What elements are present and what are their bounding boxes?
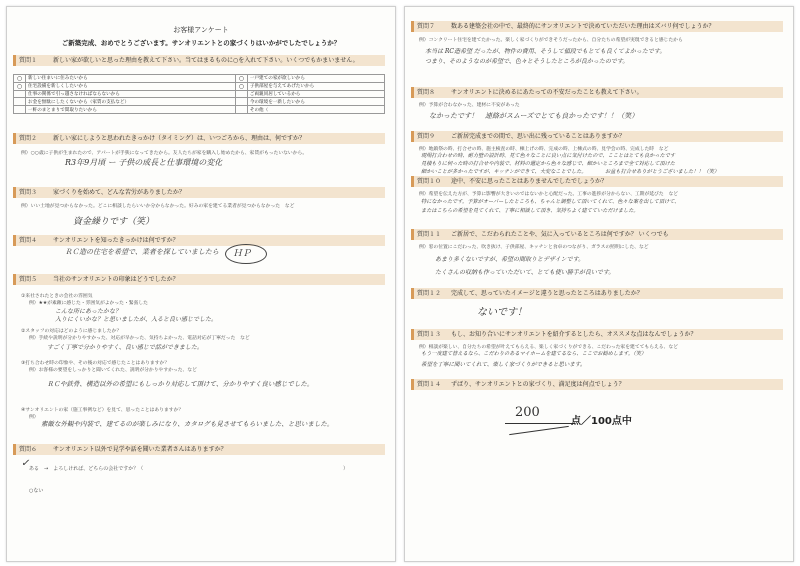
checkbox-mark[interactable] bbox=[14, 98, 26, 106]
question-1-bar bbox=[13, 55, 385, 66]
question-5-sub1-answer-1[interactable]: こんな所にあったかな？ bbox=[55, 308, 121, 315]
score-underline bbox=[505, 423, 575, 424]
question-11-answer-1[interactable]: あまり多くないですが、希望の間取りとデザインです。 bbox=[435, 256, 585, 263]
question-7-bar bbox=[411, 21, 783, 32]
question-5-sub1-answer-2[interactable]: 入りにくいかな？と思いましたが、入ると良い感じでした。 bbox=[55, 316, 218, 323]
question-10-answer-1[interactable]: 特になかったです。予算がオーバーしたところも、ちゃんと調整して頂いてくれて、色々な案を出して頂けて、 bbox=[421, 199, 680, 205]
survey-greeting: ご新築完成、おめでとうございます。サンオリエントとの家づくりはいかがでしたでしょうか？ bbox=[61, 39, 341, 47]
score-suffix: 点／100点中 bbox=[571, 416, 632, 427]
question-5-sub2-answer[interactable]: すごく丁寧で分かりやすく、良い感じで話ができました。 bbox=[47, 344, 203, 351]
score-underline-stroke bbox=[509, 426, 569, 435]
question-5-sub3-answer[interactable]: ＲＣや鉄骨、構造以外の希望にもしっかり対応して頂けて、分かりやすく良い感じでした。 bbox=[47, 380, 314, 388]
table-row bbox=[14, 106, 385, 114]
option-label: 一軒のまとまりで間取りたいから bbox=[26, 106, 236, 114]
question-7-number: 質問７ bbox=[417, 23, 436, 30]
question-3-number: 質問３ bbox=[19, 189, 38, 196]
question-14-bar bbox=[411, 379, 783, 390]
option-label: その他（ bbox=[247, 106, 384, 114]
question-5-sub1-example: 例）★★が素敵に感じた・雰囲気がよかった・緊張した bbox=[29, 301, 148, 306]
question-10-number: 質問１０ bbox=[417, 178, 442, 185]
question-5-text: 当社のサンオリエントの印象はどうでしたか？ bbox=[53, 276, 179, 283]
question-5-sub1: ①来社されたときの会社の雰囲気 bbox=[21, 294, 93, 299]
question-13-example: 例）相談が楽しい、自分たちの希望が叶えてもらえる、楽しく家づくりができる、こだわった家を建ててもらえる、など bbox=[419, 345, 678, 350]
checkmark-icon: ✓ bbox=[21, 458, 30, 469]
option-label: 住宅設備を新しくしたいから bbox=[26, 82, 236, 90]
question-13-bar bbox=[411, 329, 783, 340]
question-8-bar bbox=[411, 87, 783, 98]
question-1-text: 新しい家が欲しいと思った理由を教えて下さい。当てはまるものに○を入れて下さい。いくつでもかまいません。 bbox=[53, 57, 359, 64]
question-6-text: サンオリエント以外で見学や話を聞いた業者さんはありますか？ bbox=[53, 446, 227, 453]
question-12-text: 完成して、思っていたイメージと違うと思ったところはありましたか？ bbox=[451, 290, 643, 297]
question-5-number: 質問５ bbox=[19, 276, 38, 283]
question-3-bar bbox=[13, 187, 385, 198]
question-6-no-option[interactable]: ○ない bbox=[29, 488, 44, 494]
option-label: ご両親同居しているから bbox=[247, 90, 384, 98]
question-9-answer-4[interactable]: お盆も打合せありがとうございました！！（笑） bbox=[605, 169, 720, 175]
table-row bbox=[14, 75, 385, 83]
question-1-number: 質問１ bbox=[19, 57, 38, 64]
question-9-answer-1[interactable]: 現場打合わせの時、耐力壁の設計時、見て色々なことに良い点に気付けたので、こことはとても良かったです bbox=[421, 153, 676, 159]
question-3-text: 家づくりを始めて、どんな苦労がありましたか？ bbox=[53, 189, 185, 196]
question-7-example: 例）コンクリート住宅を建てたかった。楽しく家づくりができそうだったから、自分たちの希望が実現できると感じたから bbox=[419, 38, 683, 43]
question-6-bar bbox=[13, 444, 385, 455]
question-2-text: 新しい家にしようと思われたきっかけ（タイミング）は、いつごろから、理由は、何ですか？ bbox=[53, 135, 305, 142]
question-11-example: 例）窓の位置にこだわった、吹き抜け、子供部屋、キッチンと食卓のつながり、ガラスの照明にした、など bbox=[419, 245, 649, 250]
option-label: 新しい住まいに住みたいから bbox=[26, 75, 236, 83]
question-3-example: 例）いい土地が見つからなかった。どこに相談したらいいか分からなかった。好みの家を建てる業者が見つからなかった など bbox=[21, 204, 295, 209]
question-9-example: 例）地鎮祭の時、打合せの時、施主検査の時、棟上げの時、完成の時、上棟式の時、見学会の時、完成した時 など bbox=[419, 147, 669, 152]
checkbox-mark[interactable] bbox=[235, 98, 247, 106]
question-13-answer-2[interactable]: 希望を丁寧に聞いてくれて、楽しく家づくりができると思います。 bbox=[421, 362, 586, 368]
question-10-text: 途中、不安に思ったことはありませんでしたでしょうか？ bbox=[451, 178, 608, 185]
question-5-sub2-example: 例）手続や説明が分かりやすかった、対応が早かった、気持ちよかった、電話対応が丁寧だった など bbox=[29, 336, 250, 341]
question-8-number: 質問８ bbox=[417, 89, 436, 96]
question-14-number: 質問１４ bbox=[417, 381, 442, 388]
option-label: 子供部屋を与えてあげたいから bbox=[247, 82, 384, 90]
question-5-sub4: ④サンオリエントの家（施工事例など）を見て、思ったことはありますか？ bbox=[21, 408, 184, 413]
question-5-sub4-answer[interactable]: 素敵な外観や内装で、建てるのが楽しみになり、カタログも見させてもらいました、と思いました。 bbox=[41, 420, 334, 428]
question-4-number: 質問４ bbox=[19, 237, 38, 244]
question-11-number: 質問１１ bbox=[417, 231, 442, 238]
checkbox-mark[interactable]: ○ bbox=[14, 82, 26, 90]
question-12-number: 質問１２ bbox=[417, 290, 442, 297]
option-label: お金を無駄にしたくないから（家賃の支払など） bbox=[26, 98, 236, 106]
question-13-number: 質問１３ bbox=[417, 331, 442, 338]
question-11-text: ご新居で、こだわられたことや、気に入っているところは何ですか？ いくつでも bbox=[451, 231, 669, 238]
question-9-answer-2[interactable]: 見積もりに伺った時の打合せや内装で、材料の選定から色々な感じで、細かいところまで全て対応して頂けた bbox=[421, 161, 675, 167]
survey-page-left bbox=[6, 6, 396, 562]
question-1-options-table bbox=[13, 74, 385, 114]
checkbox-mark[interactable]: ○ bbox=[235, 75, 247, 83]
question-8-text: サンオリエントに決めるにあたっての不安だったことも教えて下さい。 bbox=[451, 89, 643, 96]
question-12-bar bbox=[411, 288, 783, 299]
question-2-example: 例）○○歳に子供が生まれたので、アパートが手狭になってきたから。友人たちが家を購入し始めたから、家賃がもったいないから。 bbox=[21, 151, 308, 156]
table-row bbox=[14, 90, 385, 98]
question-13-text: もし、お知り合いにサンオリエントを紹介するとしたら、オススメな点はなんでしょうか？ bbox=[451, 331, 697, 338]
question-10-bar bbox=[411, 176, 783, 187]
question-5-sub4-example: 例） bbox=[29, 415, 39, 420]
question-2-bar bbox=[13, 133, 385, 144]
question-5-sub3-example: 例）お客様の要望をしっかりと聞いてくれた、説明が分かりやすかった、など bbox=[29, 368, 197, 373]
question-11-bar bbox=[411, 229, 783, 240]
checkbox-mark[interactable] bbox=[14, 106, 26, 114]
question-7-answer-1[interactable]: 本当は RC造希望 だったが、物件の費用、そうして値段でもとても良くてよかったです。 bbox=[425, 48, 666, 55]
question-7-answer-2[interactable]: つまり、そのようなのが希望で、色々とそうしたところが良かったのです。 bbox=[425, 58, 629, 65]
question-4-answer-hp[interactable]: ＨＰ bbox=[233, 249, 252, 259]
satisfaction-score[interactable]: 200 bbox=[515, 405, 540, 420]
question-13-answer-1[interactable]: もう一度建て替えるなら、こだわりのあるマイホームを建てるなら、ここでお勧めします。（笑） bbox=[421, 351, 647, 357]
question-2-answer[interactable]: R3年9月頃 ー 子供の成長と仕事環境の変化 bbox=[65, 158, 223, 167]
option-label: 今の環境を一新したいから bbox=[247, 98, 384, 106]
question-9-bar bbox=[411, 131, 783, 142]
question-12-answer[interactable]: ないです！ bbox=[477, 307, 527, 318]
question-4-text: サンオリエントを知ったきっかけは何ですか？ bbox=[53, 237, 179, 244]
checkbox-mark[interactable] bbox=[235, 90, 247, 98]
question-5-bar bbox=[13, 274, 385, 285]
checkbox-mark[interactable]: ○ bbox=[14, 75, 26, 83]
question-6-yes-option[interactable]: ある → よろしければ、どちらの会社ですか？（ bbox=[29, 466, 144, 472]
question-7-text: 数ある建築会社の中で、最終的にサンオリエントで決めていただいた理由はズバリ何でしょうか？ bbox=[451, 23, 715, 30]
question-8-answer[interactable]: なかったです！ 連絡がスムーズでとても良かったです！！（笑） bbox=[429, 112, 639, 120]
table-row bbox=[14, 98, 385, 106]
question-10-answer-2[interactable]: またはこちらの希望を見てくれて、丁寧に相談して頂き、気持ちよく建てていただけました。 bbox=[421, 208, 639, 214]
question-10-example: 例）希望を伝えた方が、予算に影響が大きいのではないかと心配だった。工事の進捗が分からない、工期が延びた など bbox=[419, 192, 679, 197]
question-14-text: ずばり、サンオリエントとの家づくり、満足度は何点でしょう？ bbox=[451, 381, 625, 388]
question-11-answer-2[interactable]: たくさんの収納も作っていただいて、とても使い勝手が良いです。 bbox=[435, 269, 615, 276]
question-9-text: ご新居完成までの間で、思い出に残っていることはありますか？ bbox=[451, 133, 625, 140]
question-5-sub2: ②スタッフの対応はどのように感じましたか？ bbox=[21, 329, 122, 334]
question-5-sub3: ③打ち合わせ時の印象や、その後の対応で感じたことはありますか？ bbox=[21, 361, 170, 366]
checkbox-mark[interactable] bbox=[14, 90, 26, 98]
question-4-bar bbox=[13, 235, 385, 246]
survey-title: お客様アンケート bbox=[173, 26, 229, 34]
checkbox-mark[interactable] bbox=[235, 106, 247, 114]
table-row bbox=[14, 82, 385, 90]
option-label: 仕事の関係で引っ越さなければならないから bbox=[26, 90, 236, 98]
survey-page-right bbox=[404, 6, 794, 562]
checkbox-mark[interactable]: ○ bbox=[235, 82, 247, 90]
question-4-answer[interactable]: ＲＣ造の住宅を希望で、業者を探していましたら bbox=[65, 248, 219, 256]
question-8-example: 例）予算が合わなかった、建材に不安があった bbox=[419, 103, 520, 108]
question-9-number: 質問９ bbox=[417, 133, 436, 140]
question-6-yes-close: ） bbox=[343, 466, 349, 472]
option-label: 一戸建ての家が欲しいから bbox=[247, 75, 384, 83]
question-9-answer-3[interactable]: 細かいことが多かったですが、キッチンができて、大変なことでした。 bbox=[421, 169, 587, 175]
question-6-number: 質問６ bbox=[19, 446, 38, 453]
question-3-answer[interactable]: 資金繰りです（笑） bbox=[73, 217, 155, 227]
question-2-number: 質問２ bbox=[19, 135, 38, 142]
